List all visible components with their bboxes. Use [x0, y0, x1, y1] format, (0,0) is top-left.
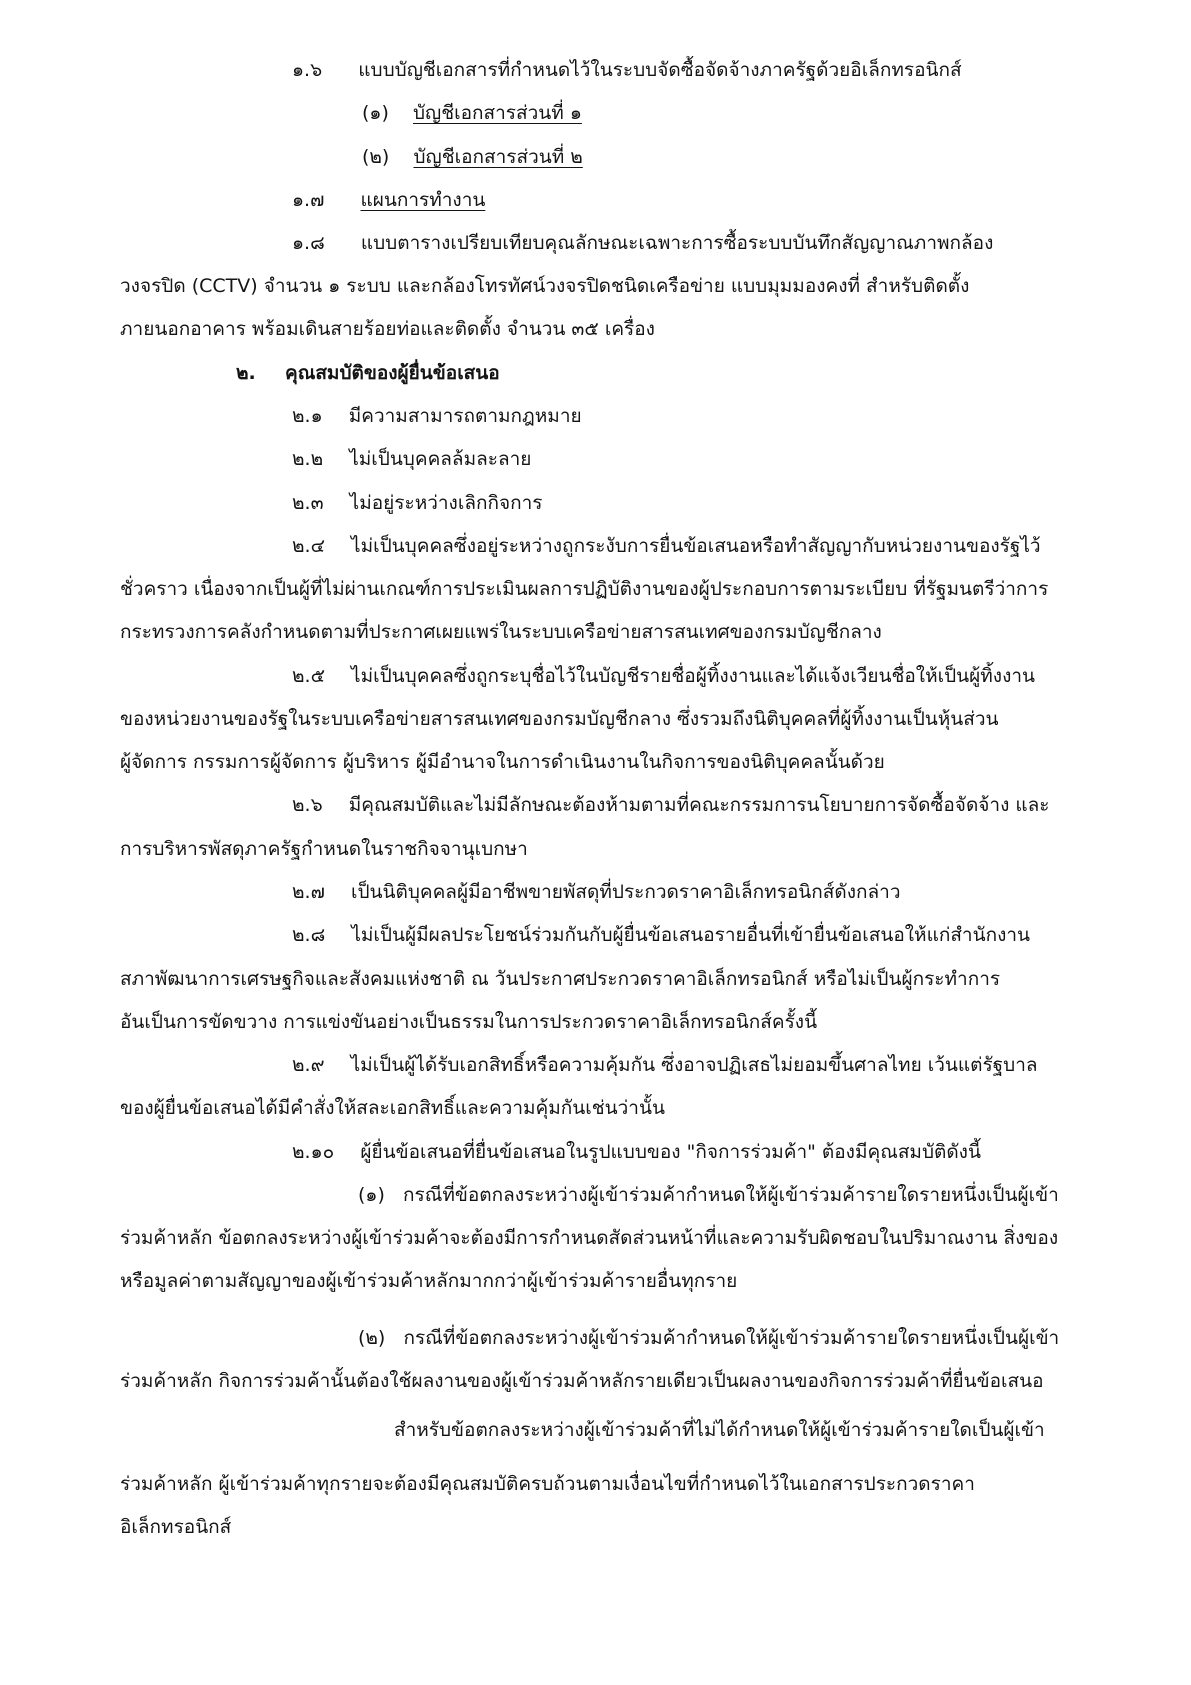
item-2-5-line-1 — [292, 662, 1035, 690]
section-title: คุณสมบัติของผู้ยื่นข้อเสนอ — [285, 362, 500, 384]
item-text: เป็นนิติบุคคลผู้มีอาชีพขายพัสดุที่ประกวดราคาอิเล็กทรอนิกส์ดังกล่าว — [350, 881, 901, 903]
item-2-8-line-2: สภาพัฒนาการเศรษฐกิจและสังคมแห่งชาติ ณ วันประกาศประกวดราคาอิเล็กทรอนิกส์ หรือไม่เป็นผู้กระทำการ — [120, 968, 1001, 990]
item-number: ๒.๖ — [292, 794, 323, 816]
item-1-8-line-3: ภายนอกอาคาร พร้อมเดินสายร้อยท่อและติดตั้ง จำนวน ๓๕ เครื่อง — [120, 318, 655, 340]
item-text: ไม่อยู่ระหว่างเลิกกิจการ — [349, 492, 543, 514]
item-number: ๒.๒ — [292, 448, 324, 470]
item-number: ๒.๔ — [292, 535, 325, 557]
item-2-5-line-3: ผู้จัดการ กรรมการผู้จัดการ ผู้บริหาร ผู้มีอำนาจในการดำเนินงานในกิจการของนิติบุคคลนั้นด้วย — [120, 751, 885, 773]
item-number: ๒.๑ — [292, 405, 323, 427]
item-number: ๒.๙ — [292, 1054, 325, 1076]
item-2-10-3-line-2: ร่วมค้าหลัก ผู้เข้าร่วมค้าทุกรายจะต้องมีคุณสมบัติครบถ้วนตามเงื่อนไขที่กำหนดไว้ในเอกสารประกวดราคา — [120, 1473, 975, 1495]
item-1-6-1 — [362, 99, 582, 127]
item-text-underlined: บัญชีเอกสารส่วนที่ ๒ — [413, 146, 583, 168]
item-text: แบบตารางเปรียบเทียบคุณลักษณะเฉพาะการซื้อระบบบันทึกสัญญาณภาพกล้อง — [360, 232, 994, 254]
item-2-4-line-3: กระทรวงการคลังกำหนดตามที่ประกาศเผยแพร่ในระบบเครือข่ายสารสนเทศของกรมบัญชีกลาง — [120, 621, 882, 643]
item-2-9-line-1 — [292, 1051, 1038, 1079]
item-1-8-line-1 — [292, 229, 993, 257]
item-text: ไม่เป็นผู้ได้รับเอกสิทธิ์หรือความคุ้มกัน ซึ่งอาจปฏิเสธไม่ยอมขึ้นศาลไทย เว้นแต่รัฐบาล — [350, 1054, 1038, 1076]
item-2-10-1-line-2: ร่วมค้าหลัก ข้อตกลงระหว่างผู้เข้าร่วมค้าจะต้องมีการกำหนดสัดส่วนหน้าที่และความรับผิดชอบในปริมาณงาน สิ่งของ — [120, 1227, 1059, 1249]
item-2-6-line-2: การบริหารพัสดุภาครัฐกำหนดในราชกิจจานุเบกษา — [120, 838, 528, 860]
item-1-7 — [292, 186, 485, 214]
item-2-6-line-1 — [292, 791, 1050, 819]
item-text: ไม่เป็นผู้มีผลประโยชน์ร่วมกันกับผู้ยื่นข้อเสนอรายอื่นที่เข้ายื่นข้อเสนอให้แก่สำนักงาน — [351, 924, 1031, 946]
item-1-6-line-1 — [292, 56, 962, 84]
item-2-10-1-line-1 — [358, 1181, 1059, 1209]
item-2-2 — [292, 445, 531, 473]
item-2-10-3-line-3: อิเล็กทรอนิกส์ — [120, 1516, 232, 1538]
item-text: ไม่เป็นบุคคลล้มละลาย — [349, 448, 532, 470]
item-2-3 — [292, 489, 543, 517]
item-2-7 — [292, 878, 901, 906]
item-number: ๒.๑๐ — [292, 1141, 335, 1163]
section-2-heading — [236, 359, 500, 387]
item-2-8-line-3: อันเป็นการขัดขวาง การแข่งขันอย่างเป็นธรรมในการประกวดราคาอิเล็กทรอนิกส์ครั้งนี้ — [120, 1011, 818, 1033]
item-2-10-2-line-2: ร่วมค้าหลัก กิจการร่วมค้านั้นต้องใช้ผลงานของผู้เข้าร่วมค้าหลักรายเดียวเป็นผลงานของกิจการร่วมค้าที่ยื่นข้อเสนอ — [120, 1370, 1044, 1392]
item-2-10 — [292, 1138, 981, 1166]
item-2-5-line-2: ของหน่วยงานของรัฐในระบบเครือข่ายสารสนเทศของกรมบัญชีกลาง ซึ่งรวมถึงนิติบุคคลที่ผู้ทิ้งงานเป็นหุ้นส่วน — [120, 708, 999, 730]
section-number: ๒. — [236, 362, 256, 384]
item-number: (๒) — [358, 1327, 386, 1349]
item-text: มีความสามารถตามกฎหมาย — [348, 405, 582, 427]
item-number: (๒) — [362, 146, 390, 168]
item-number: ๑.๖ — [292, 59, 323, 81]
item-1-6-2 — [362, 143, 583, 171]
item-2-10-2-line-1 — [358, 1324, 1059, 1352]
item-number: (๑) — [362, 102, 389, 124]
item-text: มีคุณสมบัติและไม่มีลักษณะต้องห้ามตามที่คณะกรรมการนโยบายการจัดซื้อจัดจ้าง และ — [348, 794, 1050, 816]
item-number: ๒.๗ — [292, 881, 325, 903]
item-text: ผู้ยื่นข้อเสนอที่ยื่นข้อเสนอในรูปแบบของ "กิจการร่วมค้า" ต้องมีคุณสมบัติดังนี้ — [360, 1141, 981, 1163]
item-number: ๑.๘ — [292, 232, 325, 254]
item-number: ๒.๕ — [292, 665, 325, 687]
item-text: แบบบัญชีเอกสารที่กำหนดไว้ในระบบจัดซื้อจัดจ้างภาครัฐด้วยอิเล็กทรอนิกส์ — [358, 59, 962, 81]
item-2-1 — [292, 402, 582, 430]
item-text-underlined: แผนการทำงาน — [360, 189, 486, 211]
item-2-4-line-2: ชั่วคราว เนื่องจากเป็นผู้ที่ไม่ผ่านเกณฑ์การประเมินผลการปฏิบัติงานของผู้ประกอบการตามระเบียบ ที่รัฐมนตรีว่าการ — [120, 578, 1049, 600]
item-text-underlined: บัญชีเอกสารส่วนที่ ๑ — [412, 102, 582, 124]
item-text: กรณีที่ข้อตกลงระหว่างผู้เข้าร่วมค้ากำหนดให้ผู้เข้าร่วมค้ารายใดรายหนึ่งเป็นผู้เข้า — [403, 1327, 1060, 1349]
item-number: ๒.๓ — [292, 492, 324, 514]
item-text: ไม่เป็นบุคคลซึ่งถูกระบุชื่อไว้ในบัญชีรายชื่อผู้ทิ้งงานและได้แจ้งเวียนชื่อให้เป็นผู้ทิ้งงาน — [351, 665, 1036, 687]
item-2-10-1-line-3: หรือมูลค่าตามสัญญาของผู้เข้าร่วมค้าหลักมากกว่าผู้เข้าร่วมค้ารายอื่นทุกราย — [120, 1270, 738, 1292]
item-2-9-line-2: ของผู้ยื่นข้อเสนอได้มีคำสั่งให้สละเอกสิทธิ์และความคุ้มกันเช่นว่านั้น — [120, 1097, 665, 1119]
item-text: ไม่เป็นบุคคลซึ่งอยู่ระหว่างถูกระงับการยื่นข้อเสนอหรือทำสัญญากับหน่วยงานของรัฐไว้ — [351, 535, 1041, 557]
item-1-8-line-2: วงจรปิด (CCTV) จำนวน ๑ ระบบ และกล้องโทรทัศน์วงจรปิดชนิดเครือข่าย แบบมุมมองคงที่ สำหรับติดตั้ง — [120, 275, 970, 297]
item-number: (๑) — [358, 1184, 385, 1206]
item-2-4-line-1 — [292, 532, 1041, 560]
item-number: ๒.๘ — [292, 924, 326, 946]
item-2-8-line-1 — [292, 921, 1030, 949]
item-number: ๑.๗ — [292, 189, 325, 211]
item-2-10-3-line-1: สำหรับข้อตกลงระหว่างผู้เข้าร่วมค้าที่ไม่ได้กำหนดให้ผู้เข้าร่วมค้ารายใดเป็นผู้เข้า — [394, 1419, 1045, 1441]
item-text: กรณีที่ข้อตกลงระหว่างผู้เข้าร่วมค้ากำหนดให้ผู้เข้าร่วมค้ารายใดรายหนึ่งเป็นผู้เข้า — [402, 1184, 1059, 1206]
